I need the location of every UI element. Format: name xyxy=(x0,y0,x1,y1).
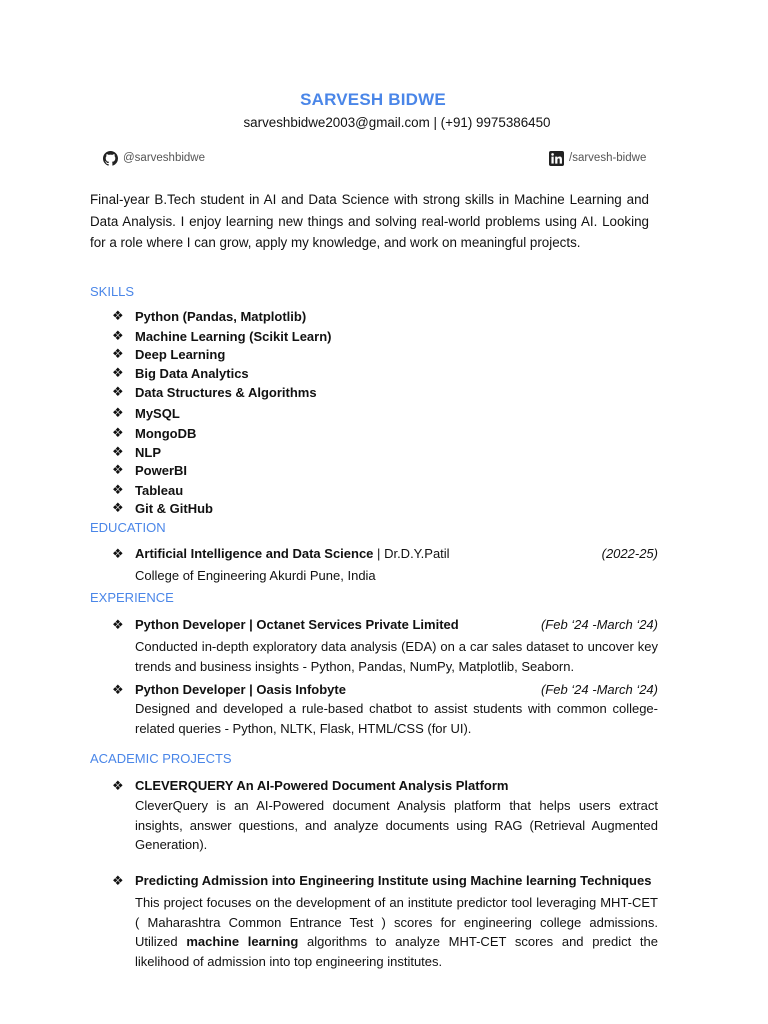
college-location: College of Engineering Akurdi Pune, India xyxy=(135,568,376,583)
skill-item xyxy=(112,345,225,363)
skill-label: MongoDB xyxy=(135,425,197,441)
bullet-icon: ❖ xyxy=(112,328,124,343)
education-degree-line xyxy=(135,546,450,561)
experience-heading: EXPERIENCE xyxy=(90,590,174,605)
skill-item xyxy=(112,443,161,461)
bullet-icon: ❖ xyxy=(112,425,124,440)
degree-separator: | xyxy=(377,546,381,561)
college-name: Dr.D.Y.Patil xyxy=(384,546,450,561)
project-description: CleverQuery is an AI-Powered document Analysis platform that helps users extract insights, answer questions, and analyze documents using RAG (Retrieval Augmented Generation). xyxy=(135,798,658,852)
experience-dates: (Feb ‘24 -March ‘24) xyxy=(540,617,658,632)
linkedin-link[interactable] xyxy=(549,149,646,167)
experience-dates: (Feb ‘24 -March ‘24) xyxy=(540,682,658,697)
skill-label: Machine Learning (Scikit Learn) xyxy=(135,328,332,344)
bullet-icon: ❖ xyxy=(112,444,124,459)
experience-role: Python Developer | Oasis Infobyte xyxy=(135,682,346,697)
skill-label: NLP xyxy=(135,444,161,460)
skill-label: Tableau xyxy=(135,482,184,498)
bullet-icon: ❖ xyxy=(112,482,124,497)
bullet-icon: ❖ xyxy=(112,778,124,793)
skill-label: Deep Learning xyxy=(135,346,226,362)
skill-item xyxy=(112,424,196,442)
contact-line: sarveshbidwe2003@gmail.com | (+91) 9975386450 xyxy=(243,115,551,130)
github-link[interactable] xyxy=(103,149,205,167)
project-description-bold: machine learning xyxy=(186,934,299,949)
skill-item xyxy=(112,307,306,325)
skill-label: Big Data Analytics xyxy=(135,365,249,381)
skill-item xyxy=(112,499,213,517)
skill-item xyxy=(112,481,183,499)
bullet-icon: ❖ xyxy=(112,682,124,697)
education-heading: EDUCATION xyxy=(90,520,166,535)
github-handle: @sarveshbidwe xyxy=(123,152,205,164)
skill-item xyxy=(112,404,180,422)
bullet-icon: ❖ xyxy=(112,546,124,561)
skill-label: MySQL xyxy=(135,405,180,421)
education-dates: (2022-25) xyxy=(601,546,658,561)
skill-item xyxy=(112,383,317,401)
project-description-part2: algorithms to analyze MHT-CET scores and predict the likelihood of admission into top engineering institutes. xyxy=(135,934,658,969)
skill-item xyxy=(112,364,249,382)
skill-label: Data Structures & Algorithms xyxy=(135,384,317,400)
summary-paragraph: Final-year B.Tech student in AI and Data Science with strong skills in Machine Learning and Data Analysis. I enjoy learning new things and solving real-world problems using AI. Looking for a role where I can grow, apply my knowledge, and work on meaningful projects. xyxy=(90,192,649,251)
bullet-icon: ❖ xyxy=(112,365,124,380)
github-icon xyxy=(103,151,118,166)
skill-item xyxy=(112,327,332,345)
bullet-icon: ❖ xyxy=(112,405,124,420)
experience-role: Python Developer | Octanet Services Private Limited xyxy=(135,617,459,632)
project-title: Predicting Admission into Engineering Institute using Machine learning Techniques xyxy=(135,873,652,888)
bullet-icon: ❖ xyxy=(112,384,124,399)
project-description-part1: This project focuses on the development of an institute predictor tool leveraging MHT-CET ( Maharashtra Common Entrance Test ) scores for engineering college admissions. Utilized xyxy=(135,895,658,949)
linkedin-handle: /sarvesh-bidwe xyxy=(569,152,647,164)
bullet-icon: ❖ xyxy=(112,873,124,888)
degree-name: Artificial Intelligence and Data Science xyxy=(135,546,374,561)
projects-heading: ACADEMIC PROJECTS xyxy=(90,751,232,766)
skill-label: Git & GitHub xyxy=(135,500,213,516)
skill-item xyxy=(112,461,187,479)
skill-label: PowerBI xyxy=(135,462,188,478)
bullet-icon: ❖ xyxy=(112,308,124,323)
bullet-icon: ❖ xyxy=(112,617,124,632)
experience-description: Conducted in-depth exploratory data analysis (EDA) on a car sales dataset to uncover key trends and business insights - Python, Pandas, NumPy, Matplotlib, Seaborn. xyxy=(135,639,658,674)
linkedin-icon xyxy=(549,151,564,166)
project-title: CLEVERQUERY An AI-Powered Document Analysis Platform xyxy=(135,778,509,793)
bullet-icon: ❖ xyxy=(112,346,124,361)
skill-label: Python (Pandas, Matplotlib) xyxy=(135,308,307,324)
bullet-icon: ❖ xyxy=(112,462,124,477)
bullet-icon: ❖ xyxy=(112,500,124,515)
candidate-name: SARVESH BIDWE xyxy=(300,90,446,109)
project-description xyxy=(135,893,658,971)
skills-heading: SKILLS xyxy=(90,284,135,299)
experience-description: Designed and developed a rule-based chatbot to assist students with common college-related queries - Python, NLTK, Flask, HTML/CSS (for UI). xyxy=(135,701,658,736)
